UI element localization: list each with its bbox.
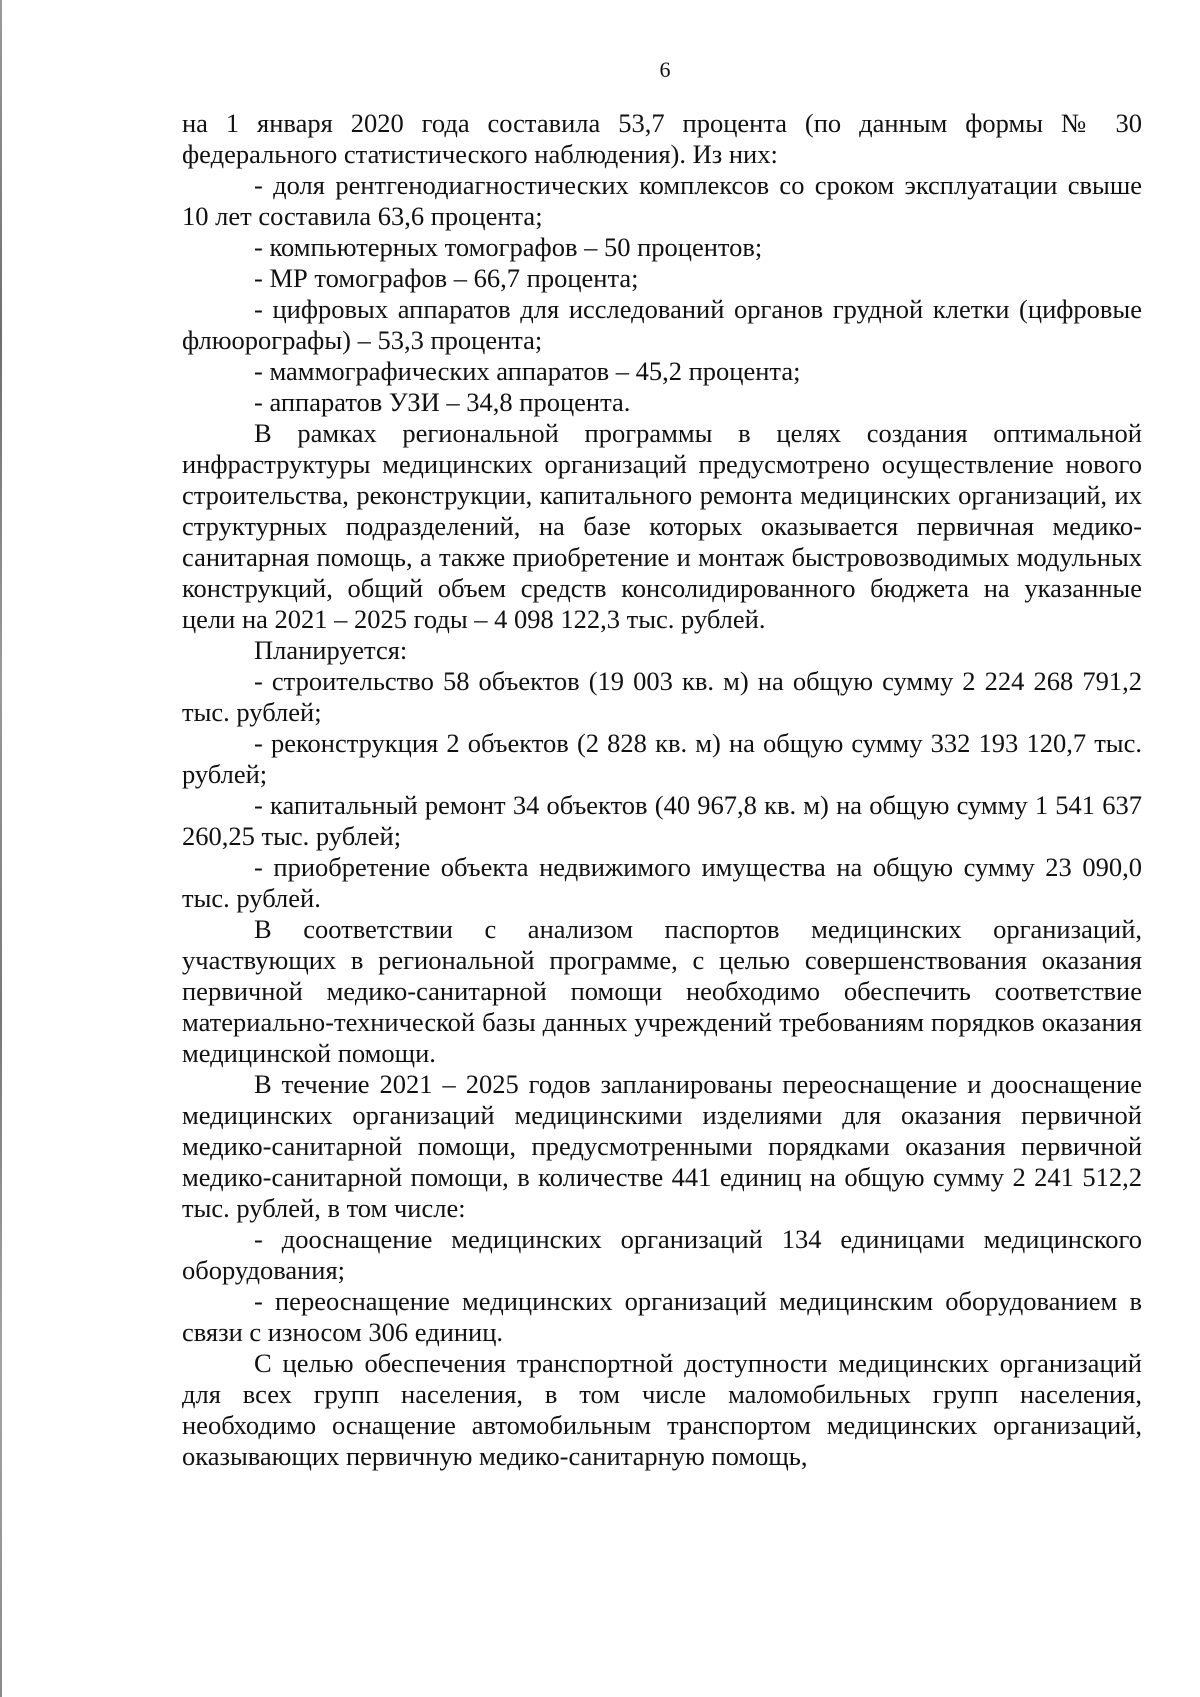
paragraph: С целью обеспечения транспортной доступности медицинских организаций для всех групп населения, в том числе маломобильных групп населения, необходимо оснащение автомобильным транспортом медицинских организаций, оказывающих первичную медико-санитарную помощь, [182, 1348, 1142, 1471]
paragraph: В соответствии с анализом паспортов медицинских организаций, участвующих в региональной программе, с целью совершенствования оказания первичной медико-санитарной помощи необходимо обеспечить соответствие материально-технической базы данных учреждений требованиям порядков оказания медицинской помощи. [182, 914, 1142, 1068]
list-item: - реконструкция 2 объектов (2 828 кв. м) на общую сумму 332 193 120,7 тыс. рублей; [182, 728, 1142, 789]
list-item: - МР томографов – 66,7 процента; [254, 263, 639, 293]
list-item: - приобретение объекта недвижимого имущества на общую сумму 23 090,0 тыс. рублей. [182, 852, 1142, 913]
list-item: - компьютерных томографов – 50 процентов; [254, 232, 763, 262]
list-item: - дооснащение медицинских организаций 134 единицами медицинского оборудования; [182, 1224, 1142, 1285]
page-number: 6 [659, 57, 671, 82]
paragraph: Планируется: [254, 635, 408, 665]
list-item: - маммографических аппаратов – 45,2 процента; [254, 356, 801, 386]
list-item: - доля рентгенодиагностических комплексов со сроком эксплуатации свыше 10 лет составила 63,6 процента; [182, 170, 1142, 231]
scan-edge-line [0, 0, 2, 1697]
list-item: - аппаратов УЗИ – 34,8 процента. [254, 387, 631, 417]
list-item: - строительство 58 объектов (19 003 кв. м) на общую сумму 2 224 268 791,2 тыс. рублей; [182, 666, 1142, 727]
list-item: - цифровых аппаратов для исследований органов грудной клетки (цифровые флюорографы) – 53,3 процента; [182, 294, 1142, 355]
document-body [182, 108, 1142, 1472]
list-item: - переоснащение медицинских организаций медицинским оборудованием в связи с износом 306 единиц. [182, 1286, 1142, 1347]
list-item: - капитальный ремонт 34 объектов (40 967,8 кв. м) на общую сумму 1 541 637 260,25 тыс. рублей; [182, 790, 1142, 851]
paragraph: В рамках региональной программы в целях создания оптимальной инфраструктуры медицинских организаций предусмотрено осуществление нового строительства, реконструкции, капитального ремонта медицинских организаций, их структурных подразделений, на базе которых оказывается первичная медико-санитарная помощь, а также приобретение и монтаж быстровозводимых модульных конструкций, общий объем средств консолидированного бюджета на указанные цели на 2021 – 2025 годы – 4 098 122,3 тыс. рублей. [182, 418, 1142, 634]
paragraph: на 1 января 2020 года составила 53,7 процента (по данным формы № 30 федерального статистического наблюдения). Из них: [182, 108, 1142, 169]
paragraph: В течение 2021 – 2025 годов запланированы переоснащение и дооснащение медицинских организаций медицинскими изделиями для оказания первичной медико-санитарной помощи, предусмотренными порядками оказания первичной медико-санитарной помощи, в количестве 441 единиц на общую сумму 2 241 512,2 тыс. рублей, в том числе: [182, 1069, 1142, 1223]
